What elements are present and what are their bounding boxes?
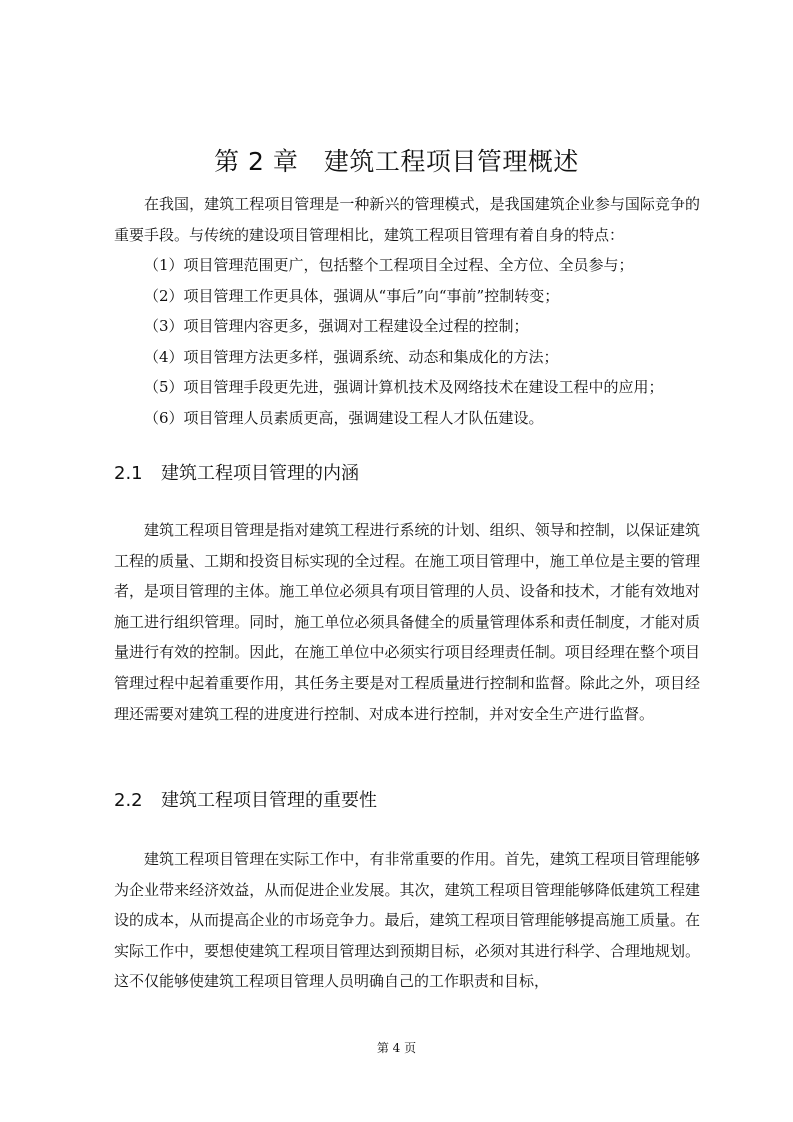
section-number: 2.2 bbox=[114, 790, 143, 811]
section-heading bbox=[114, 460, 700, 488]
chapter-title: 第 2 章 建筑工程项目管理概述 bbox=[214, 147, 579, 176]
list-item: （5）项目管理手段更先进，强调计算机技术及网络技术在建设工程中的应用； bbox=[144, 378, 664, 396]
section-title: 建筑工程项目管理的重要性 bbox=[161, 790, 377, 811]
section-title: 建筑工程项目管理的内涵 bbox=[161, 463, 359, 484]
section-body bbox=[114, 515, 700, 729]
list-item: （2）项目管理工作更具体，强调从“事后”向“事前”控制转变； bbox=[144, 286, 560, 305]
intro-block bbox=[114, 189, 700, 433]
intro-paragraph: 在我国，建筑工程项目管理是一种新兴的管理模式，是我国建筑企业参与国际竞争的重要手段。与传统的建设项目管理相比，建筑工程项目管理有着自身的特点： bbox=[114, 195, 700, 244]
section-number: 2.1 bbox=[114, 463, 143, 484]
body-paragraph: 建筑工程项目管理是指对建筑工程进行系统的计划、组织、领导和控制，以保证建筑工程的质量、工期和投资目标实现的全过程。在施工项目管理中，施工单位是主要的管理者，是项目管理的主体。施工单位必须具有项目管理的人员、设备和技术，才能有效地对施工进行组织管理。同时，施工单位必须具备健全的质量管理体系和责任制度，才能对质量进行有效的控制。因此，在施工单位中必须实行项目经理责任制。项目经理在整个项目管理过程中起着重要作用，其任务主要是对工程质量进行控制和监督。除此之外，项目经理还需要对建筑工程的进度进行控制、对成本进行控制，并对安全生产进行监督。 bbox=[114, 521, 700, 723]
feature-list bbox=[114, 250, 700, 433]
list-item: （3）项目管理内容更多，强调对工程建设全过程的控制； bbox=[144, 317, 529, 335]
page-number: 第 4 页 bbox=[376, 1041, 417, 1055]
body-paragraph: 建筑工程项目管理在实际工作中，有非常重要的作用。首先，建筑工程项目管理能够为企业带来经济效益，从而促进企业发展。其次，建筑工程项目管理能够降低建筑工程建设的成本，从而提高企业的市场竞争力。最后，建筑工程项目管理能够提高施工质量。在实际工作中，要想使建筑工程项目管理达到预期目标，必须对其进行科学、合理地规划。这不仅能够使建筑工程项目管理人员明确自己的工作职责和目标， bbox=[114, 850, 700, 991]
list-item: （4）项目管理方法更多样，强调系统、动态和集成化的方法； bbox=[144, 347, 559, 366]
list-item: （6）项目管理人员素质更高，强调建设工程人才队伍建设。 bbox=[144, 408, 544, 427]
section-body bbox=[114, 844, 700, 997]
section-heading bbox=[114, 787, 700, 815]
list-item: （1）项目管理范围更广，包括整个工程项目全过程、全方位、全员参与； bbox=[144, 256, 634, 274]
